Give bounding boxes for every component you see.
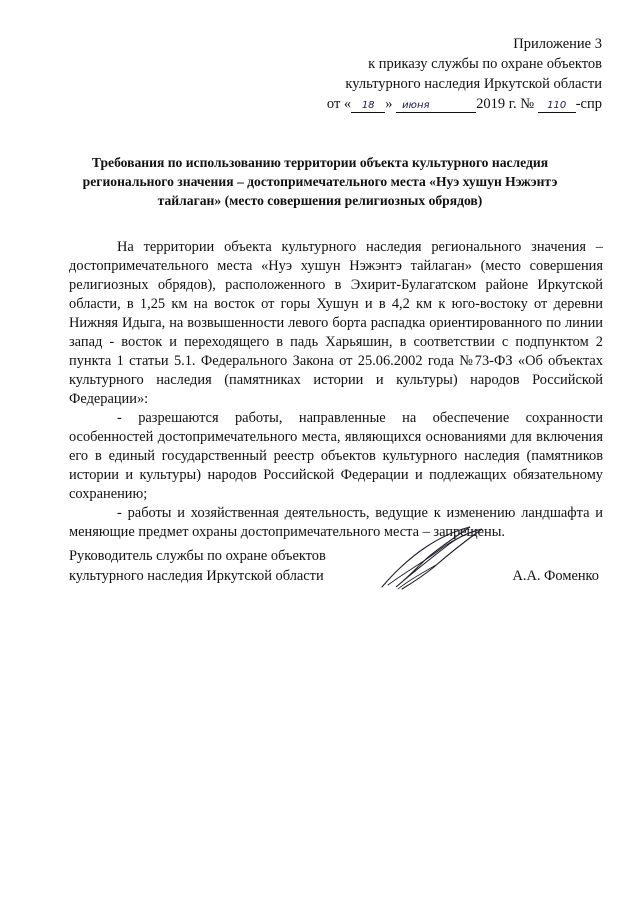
order-number-handwritten: 110 (538, 100, 576, 113)
document-body (69, 238, 603, 542)
order-suffix: -спр (575, 96, 602, 112)
appendix-header (327, 34, 602, 114)
order-authority: культурного наследия Иркутской области (345, 76, 602, 92)
order-reference: к приказу службы по охране объектов (368, 56, 602, 72)
date-prefix: от « (326, 96, 352, 112)
date-mid: » (385, 96, 393, 112)
order-date-line (327, 94, 602, 114)
date-month-handwritten: июня (396, 100, 476, 113)
signatory-position-line1: Руководитель службы по охране объектов (69, 548, 326, 564)
date-year: 2019 г. № (476, 96, 535, 112)
signatory-position-line2: культурного наследия Иркутской области (69, 567, 324, 584)
handwritten-signature (378, 523, 488, 593)
date-day-handwritten: 18 (351, 100, 385, 113)
document-title: Требования по использованию территории объекта культурного наследия регионального значения – достопримечательного места «Нуэ хушун Нэжэнтэ тайлаган» (место совершения религиозных обрядов) (82, 155, 558, 208)
signatory-name: А.А. Фоменко (512, 568, 599, 584)
appendix-label: Приложение 3 (513, 36, 602, 52)
body-intro-paragraph: На территории объекта культурного наследия регионального значения – достопримечательного места «Нуэ хушун Нэжэнтэ тайлаган» (место совершения религиозных обрядов), расположенного в Эхирит-Булагатском районе Иркутской области, в 1,25 км на восток от горы Хушун и в 4,2 км к юго-востоку от деревни Нижняя Идыга, на возвышенности левого борта распадка ориентированного по линии запад - восток и переходящего в падь Харьяшин, в соответствии с подпунктом 2 пункта 1 статьи 5.1. Федерального Закона от 25.06.2002 года №73-ФЗ «Об объектах культурного наследия (памятниках истории и культуры) народов Российской Федерации»: (69, 239, 603, 407)
signatory-position (69, 547, 326, 586)
body-item-allowed: - разрешаются работы, направленные на обеспечение сохранности особенностей достопримечательного места, являющихся основаниями для включения его в единый государственный реестр объектов культурного наследия (памятников истории и культуры) народов Российской Федерации и подлежащих обязательному сохранению; (69, 410, 603, 502)
body-item-prohibited: - работы и хозяйственная деятельность, ведущие к изменению ландшафта и меняющие предмет охраны достопримечательного места – запрещены. (69, 505, 603, 540)
